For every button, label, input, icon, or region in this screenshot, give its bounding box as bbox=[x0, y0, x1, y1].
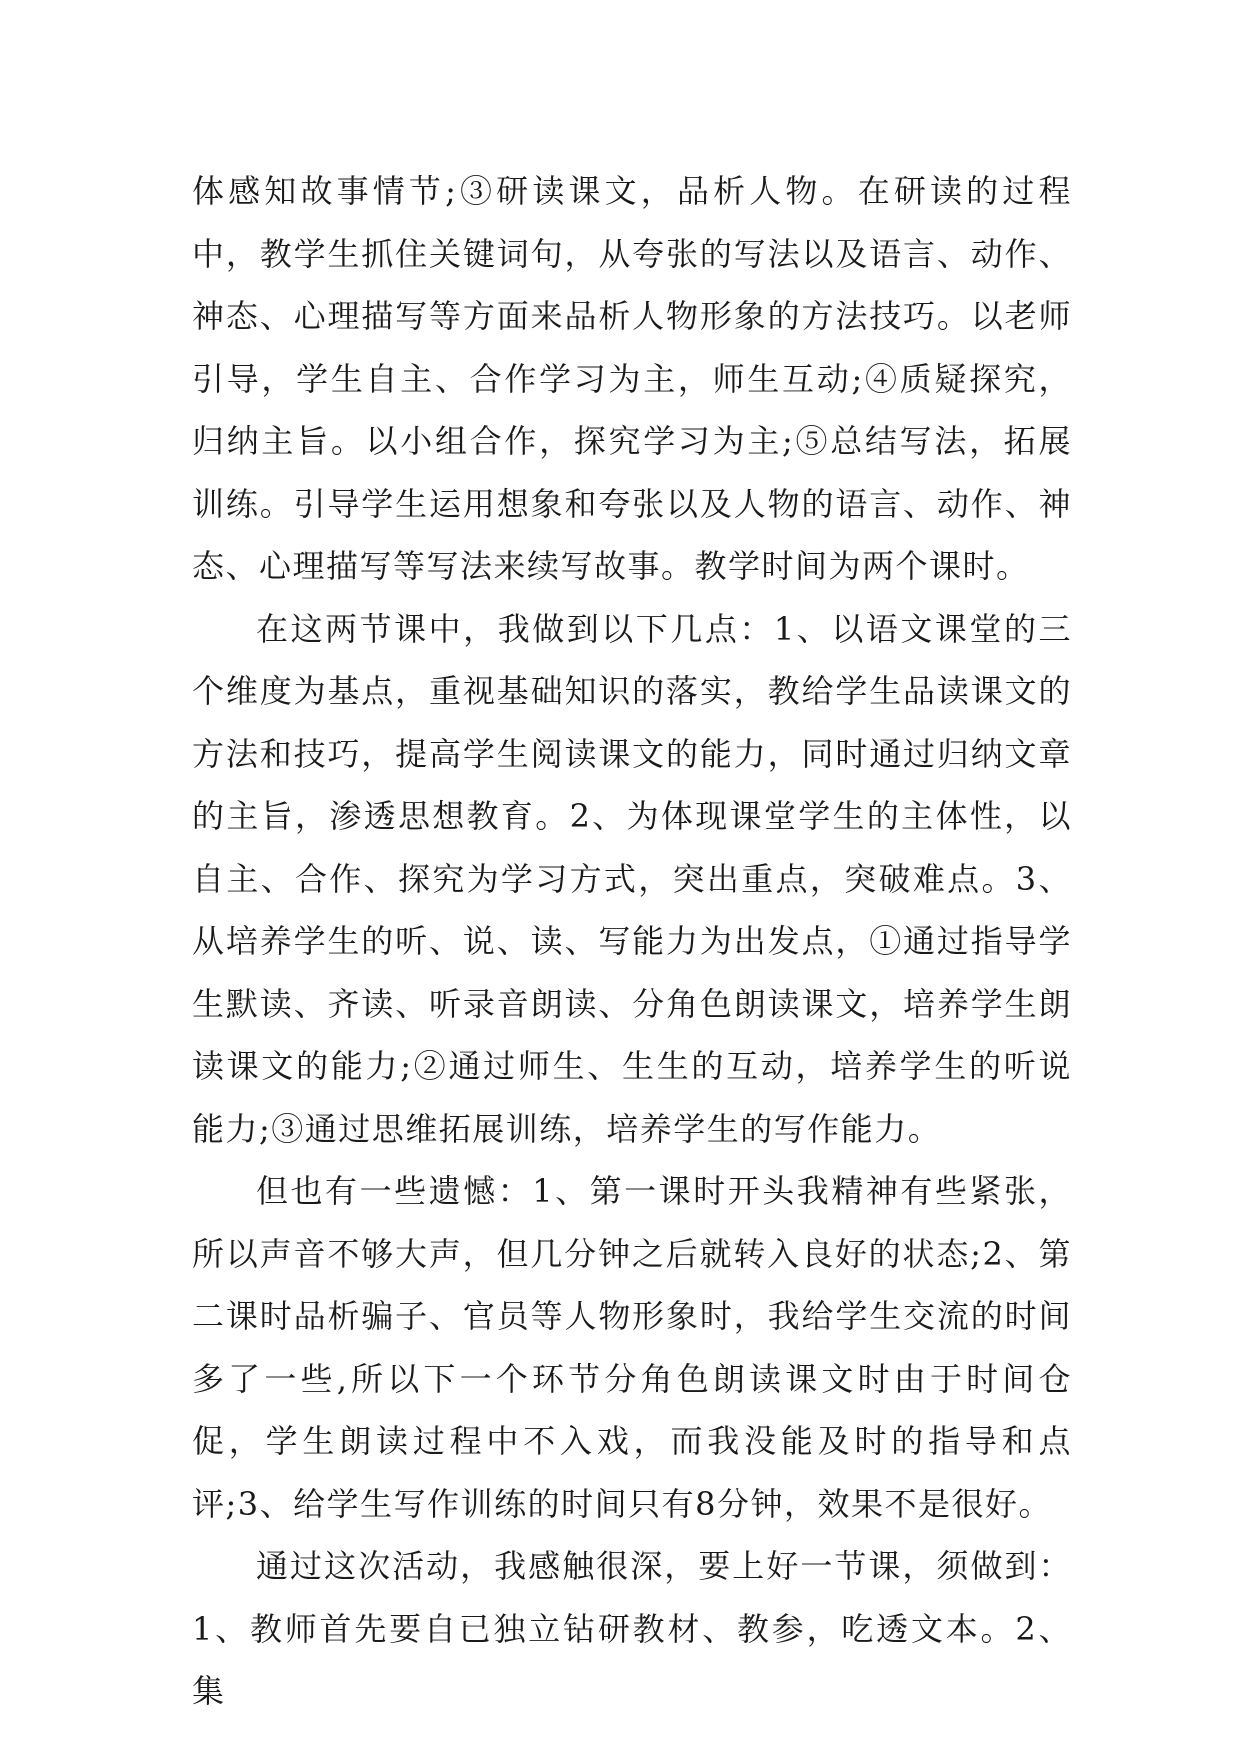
paragraph-4: 通过这次活动，我感触很深，要上好一节课，须做到：1、教师首先要自已独立钻研教材、教参，吃透文本。2、集 bbox=[192, 1547, 1072, 1710]
document-page bbox=[192, 160, 1072, 1723]
paragraph-3: 但也有一些遗憾：1、第一课时开头我精神有些紧张，所以声音不够大声，但几分钟之后就转入良好的状态;2、第二课时品析骗子、官员等人物形象时，我给学生交流的时间多了一些,所以下一个环节分角色朗读课文时由于时间仓促，学生朗读过程中不入戏，而我没能及时的指导和点评;3、给学生写作训练的时间只有8分钟，效果不是很好。 bbox=[192, 1172, 1072, 1523]
paragraph-2: 在这两节课中，我做到以下几点：1、以语文课堂的三个维度为基点，重视基础知识的落实，教给学生品读课文的方法和技巧，提高学生阅读课文的能力，同时通过归纳文章的主旨，渗透思想教育。2、为体现课堂学生的主体性，以自主、合作、探究为学习方式，突出重点，突破难点。3、从培养学生的听、说、读、写能力为出发点，①通过指导学生默读、齐读、听录音朗读、分角色朗读课文，培养学生朗读课文的能力;②通过师生、生生的互动，培养学生的听说能力;③通过思维拓展训练，培养学生的写作能力。 bbox=[192, 609, 1072, 1148]
paragraph-1: 体感知故事情节;③研读课文，品析人物。在研读的过程中，教学生抓住关键词句，从夸张的写法以及语言、动作、神态、心理描写等方面来品析人物形象的方法技巧。以老师引导，学生自主、合作学习为主，师生互动;④质疑探究，归纳主旨。以小组合作，探究学习为主;⑤总结写法，拓展训练。引导学生运用想象和夸张以及人物的语言、动作、神态、心理描写等写法来续写故事。教学时间为两个课时。 bbox=[192, 172, 1072, 585]
